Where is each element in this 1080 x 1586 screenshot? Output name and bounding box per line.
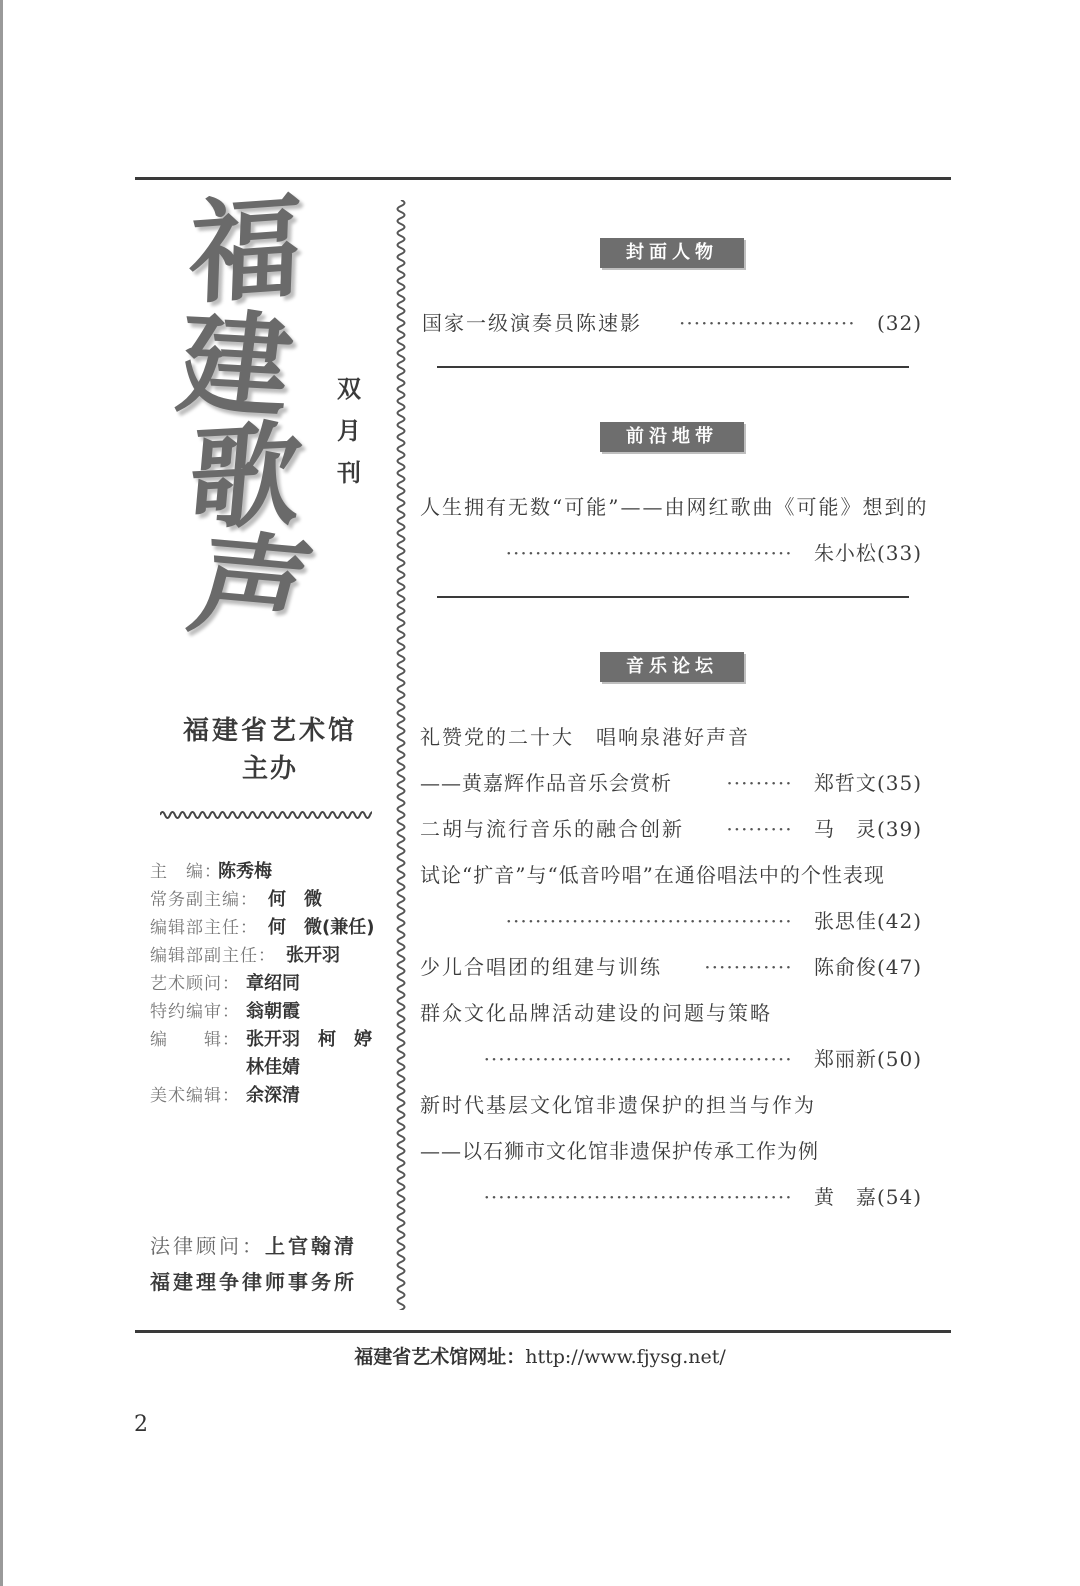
staff-name: 林佳婧 — [246, 1057, 300, 1078]
staff-row — [150, 914, 400, 942]
toc-leader-dots: ······································· — [505, 541, 793, 565]
toc-entry-locator — [440, 898, 922, 944]
toc-entry-locator — [700, 806, 922, 852]
sponsor-block — [150, 712, 390, 788]
toc-author: 马 灵 — [813, 817, 877, 841]
website-line — [0, 1342, 1080, 1369]
toc-page-number: (54) — [876, 1185, 922, 1209]
toc-entry-title: 二胡与流行音乐的融合创新 — [420, 817, 684, 841]
staff-name: 余深清 — [246, 1085, 300, 1106]
staff-row — [150, 1082, 400, 1110]
staff-row — [150, 942, 400, 970]
toc-entry-title: 少儿合唱团的组建与训练 — [420, 955, 662, 979]
toc-entry-locator — [420, 1036, 922, 1082]
section-heading-cover-figure: 封面人物 — [600, 238, 744, 268]
staff-label: 艺术顾问： — [150, 974, 240, 994]
page-number: 2 — [134, 1412, 148, 1437]
toc-entry-title: 人生拥有无数“可能”——由网红歌曲《可能》想到的 — [420, 495, 929, 519]
toc-entry-locator — [700, 760, 922, 806]
section-heading-frontier: 前沿地带 — [600, 422, 744, 452]
publication-frequency — [334, 368, 364, 494]
toc-page-number: (39) — [876, 817, 922, 841]
staff-row — [150, 998, 400, 1026]
toc-entry-title: 群众文化品牌活动建设的问题与策略 — [420, 1001, 772, 1025]
toc-entry-subtitle: ——黄嘉辉作品音乐会赏析 — [420, 771, 672, 795]
toc-entry-subtitle: ——以石狮市文化馆非遗保护传承工作为例 — [420, 1139, 819, 1163]
sponsor-organization: 福建省艺术馆 — [182, 716, 357, 746]
toc-author: 朱小松 — [813, 541, 877, 565]
toc-entry-title: 新时代基层文化馆非遗保护的担当与作为 — [420, 1093, 816, 1117]
staff-label: 常务副主编： — [150, 890, 258, 910]
editorial-staff-list — [150, 858, 400, 1110]
frequency-char: 双 — [337, 375, 361, 403]
toc-author: 陈俞俊 — [813, 955, 877, 979]
staff-name: 章绍同 — [246, 973, 300, 994]
toc-page-number: (47) — [876, 955, 922, 979]
staff-row — [150, 1054, 400, 1082]
staff-label: 编 辑： — [150, 1030, 240, 1050]
staff-label: 编辑部副主任： — [150, 946, 276, 966]
toc-entry-locator — [660, 300, 922, 346]
staff-name: 翁朝霞 — [246, 1001, 300, 1022]
toc-author: 郑哲文 — [813, 771, 877, 795]
toc-page-number: (32) — [876, 311, 922, 335]
toc-entry-locator — [680, 944, 922, 990]
toc-entry-title: 国家一级演奏员陈速影 — [422, 311, 642, 335]
toc-page-number: (33) — [876, 541, 922, 565]
staff-row — [150, 1026, 400, 1054]
legal-counsel-line — [150, 1228, 390, 1264]
toc-author: 黄 嘉 — [813, 1185, 877, 1209]
toc-entry-title: 礼赞党的二十大 唱响泉港好声音 — [420, 725, 750, 749]
toc-page-number: (35) — [876, 771, 922, 795]
staff-label: 编辑部主任： — [150, 918, 258, 938]
legal-counsel-label: 法律顾问： — [150, 1234, 265, 1258]
decorative-wave — [160, 808, 372, 822]
legal-counsel-block — [150, 1228, 390, 1300]
staff-row — [150, 970, 400, 998]
toc-leader-dots: ········· — [726, 771, 793, 795]
toc-page-number: (42) — [876, 909, 922, 933]
logo-char-jian: 建 — [171, 297, 299, 434]
logo-char-fu: 福 — [186, 180, 304, 321]
law-firm-name: 福建理争律师事务所 — [150, 1270, 357, 1294]
staff-label: 美术编辑： — [150, 1086, 240, 1106]
toc-leader-dots: ······································· — [505, 909, 793, 933]
toc-entry-locator — [440, 530, 922, 576]
staff-row — [150, 886, 400, 914]
website-label: 福建省艺术馆网址： — [354, 1346, 526, 1368]
toc-page-number: (50) — [876, 1047, 922, 1071]
toc-leader-dots: ············ — [704, 955, 793, 979]
toc-leader-dots: ········· — [726, 817, 793, 841]
section-divider — [437, 596, 909, 598]
top-rule — [135, 177, 951, 180]
masthead-logo — [170, 180, 325, 660]
staff-name: 张开羽 — [286, 945, 340, 966]
frequency-char: 月 — [337, 417, 361, 445]
frequency-char: 刊 — [337, 459, 361, 487]
toc-author: 张思佳 — [813, 909, 877, 933]
toc-leader-dots: ·········································· — [483, 1185, 793, 1209]
section-heading-music-forum: 音乐论坛 — [600, 652, 744, 682]
staff-label: 特约编审： — [150, 1002, 240, 1022]
toc-entry-locator — [420, 1174, 922, 1220]
toc-entry-title: 试论“扩音”与“低音吟唱”在通俗唱法中的个性表现 — [420, 863, 885, 887]
staff-name: 何 微(兼任) — [268, 917, 375, 938]
section-divider — [437, 366, 909, 368]
sponsor-role: 主办 — [241, 754, 298, 784]
staff-name: 陈秀梅 — [218, 861, 272, 882]
wavy-column-divider — [388, 200, 414, 1310]
toc-leader-dots: ·········································· — [483, 1047, 793, 1071]
staff-label: 主 编： — [150, 862, 222, 882]
bottom-rule — [135, 1330, 951, 1333]
staff-name: 何 微 — [268, 889, 322, 910]
toc-leader-dots: ························ — [679, 311, 856, 335]
website-url: http://www.fjysg.net/ — [525, 1346, 726, 1368]
logo-char-ge: 歌 — [183, 408, 307, 547]
staff-row — [150, 858, 400, 886]
toc-author: 郑丽新 — [813, 1047, 877, 1071]
legal-counsel-name: 上官翰清 — [265, 1234, 357, 1258]
staff-name: 张开羽 柯 婷 — [246, 1029, 372, 1050]
logo-char-sheng: 声 — [178, 518, 325, 657]
